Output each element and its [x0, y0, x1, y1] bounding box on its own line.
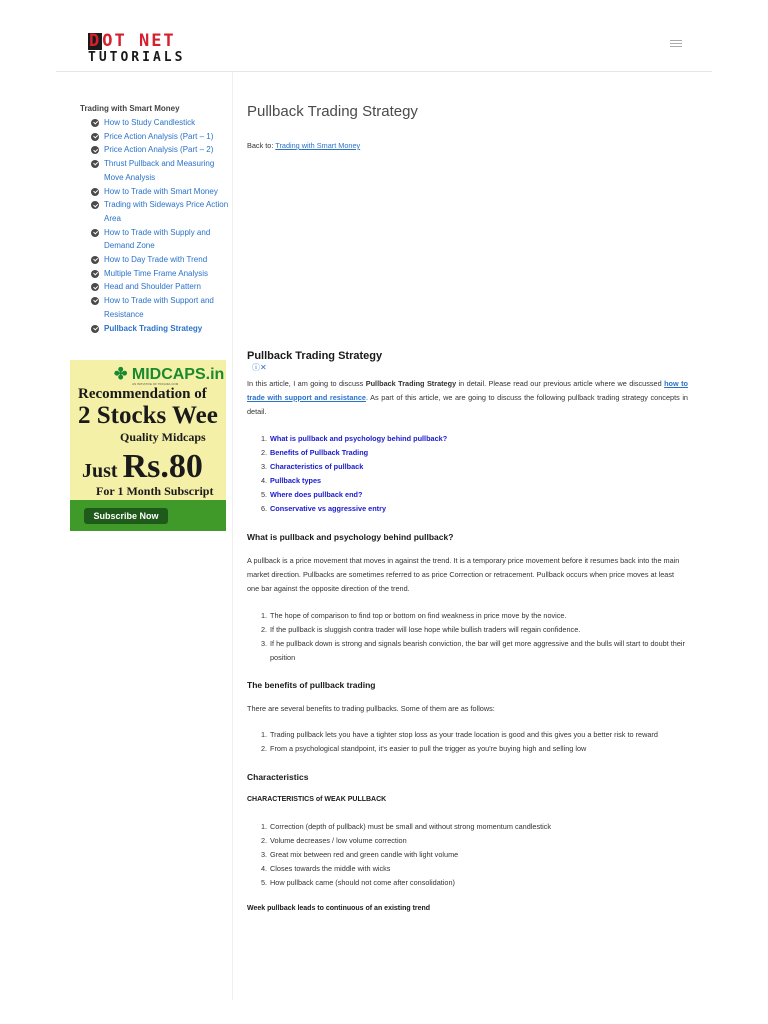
list-item: 4. Closes towards the middle with wicks — [261, 864, 391, 873]
sidebar-title: Trading with Smart Money — [80, 104, 180, 113]
list-item: 3. If he pullback down is strong and signals bearish conviction, the bar will get more aggressive and the bulls will start to doubt their position — [261, 639, 685, 662]
support-resistance-link[interactable]: how to trade with support and resistance — [247, 379, 688, 402]
sidebar-item[interactable]: Multiple Time Frame Analysis — [80, 267, 230, 281]
list-item: 5. How pullback came (should not come after consolidation) — [261, 878, 455, 887]
ad-brand-icon: ✤ — [114, 366, 132, 383]
section-paragraph: There are several benefits to trading pullbacks. Some of them are as follows: — [247, 704, 495, 713]
ad-brand: ✤ MIDCAPS.in — [114, 366, 225, 383]
list-item: 3. Great mix between red and green candle with light volume — [261, 850, 459, 859]
section-list — [247, 728, 688, 756]
check-circle-icon — [91, 119, 99, 127]
sidebar-item[interactable]: Head and Shoulder Pattern — [80, 280, 230, 294]
advertisement-banner[interactable]: ⓘ✕ ✤ MIDCAPS.in AN INITIATIVE OF TIFFAIFA.COM Recommendation of 2 Stocks Wee Quality Midcaps Just Rs.80 For 1 Month Subscript Subscribe Now — [70, 360, 226, 531]
section-paragraph: A pullback is a price movement that moves in against the trend. It is a temporary price movement before it resumes back into the main market direction. Pullbacks are sometimes referred to as price Correction or retracement. Pullback occurs when price moves at least one bar against the opposite direction of the trend. — [247, 556, 680, 593]
toc-item: 3. Characteristics of pullback — [261, 462, 364, 471]
sidebar-item[interactable]: Price Action Analysis (Part – 1) — [80, 130, 230, 144]
article-content — [247, 102, 688, 912]
hamburger-menu-icon[interactable] — [670, 40, 682, 52]
list-item: 2. If the pullback is sluggish contra trader will lose hope while bullish traders will regain confidence. — [261, 625, 581, 634]
article-heading: Pullback Trading Strategy — [247, 350, 383, 362]
site-header — [56, 0, 712, 72]
check-circle-icon — [91, 283, 99, 291]
check-circle-icon — [91, 270, 99, 278]
sidebar-item-active[interactable]: Pullback Trading Strategy — [80, 322, 230, 336]
sidebar-item[interactable]: How to Day Trade with Trend — [80, 253, 230, 267]
check-circle-icon — [91, 297, 99, 305]
sidebar-item[interactable]: Price Action Analysis (Part – 2) — [80, 143, 230, 157]
section-heading: What is pullback and psychology behind pullback? — [247, 532, 454, 542]
toc-item: 2. Benefits of Pullback Trading — [261, 448, 369, 457]
list-item: 1. Correction (depth of pullback) must be small and without strong momentum candlestick — [261, 822, 552, 831]
sidebar-item[interactable]: Thrust Pullback and Measuring Move Analysis — [80, 157, 230, 184]
list-item: 1. The hope of comparison to find top or bottom on find weakness in price move by the novice. — [261, 611, 567, 620]
ad-close-icon[interactable]: ⓘ✕ — [252, 363, 267, 372]
toc-item: 5. Where does pullback end? — [261, 490, 363, 499]
check-circle-icon — [91, 146, 99, 154]
check-circle-icon — [91, 256, 99, 264]
sidebar-item[interactable]: How to Trade with Support and Resistance — [80, 294, 230, 321]
toc-item: 4. Pullback types — [261, 476, 322, 485]
check-circle-icon — [91, 229, 99, 237]
subsection-heading: CHARACTERISTICS of WEAK PULLBACK — [247, 796, 387, 803]
breadcrumb: Back to: Trading with Smart Money — [247, 141, 361, 150]
sidebar-item[interactable]: How to Trade with Smart Money — [80, 185, 230, 199]
check-circle-icon — [91, 201, 99, 209]
check-circle-icon — [91, 160, 99, 168]
intro-paragraph: In this article, I am going to discuss Pullback Trading Strategy in detail. Please read our previous article where we discussed how to trade with support and resistance. As part of this article, we are going to discuss the following pullback trading strategy concepts in detail. — [247, 379, 688, 416]
table-of-contents — [247, 432, 447, 516]
list-item: 2. Volume decreases / low volume correction — [261, 836, 407, 845]
sidebar-list — [80, 116, 230, 335]
check-circle-icon — [91, 188, 99, 196]
list-item: 2. From a psychological standpoint, it's easier to pull the trigger as you're buying high and selling low — [261, 744, 587, 753]
ad-subscribe-button[interactable]: Subscribe Now — [84, 508, 168, 524]
section-list — [247, 609, 688, 665]
list-item: 1. Trading pullback lets you have a tighter stop loss as your trade location is good and this gives you a better risk to reward — [261, 730, 658, 739]
toc-item: 6. Conservative vs aggressive entry — [261, 504, 387, 513]
check-circle-icon — [91, 133, 99, 141]
column-divider — [232, 72, 233, 1000]
sidebar-nav — [80, 104, 230, 335]
sidebar-item[interactable]: How to Trade with Supply and Demand Zone — [80, 226, 230, 253]
back-link[interactable]: Trading with Smart Money — [275, 141, 361, 150]
section-heading: Characteristics — [247, 772, 309, 782]
sidebar-item[interactable]: How to Study Candlestick — [80, 116, 230, 130]
subsection-footer: Week pullback leads to continuous of an existing trend — [247, 905, 431, 912]
section-list — [247, 820, 688, 890]
section-heading: The benefits of pullback trading — [247, 680, 376, 690]
page-title: Pullback Trading Strategy — [247, 103, 418, 120]
site-logo[interactable]: DOT NET TUTORIALS — [88, 31, 186, 65]
toc-item: 1. What is pullback and psychology behind pullback? — [261, 434, 448, 443]
sidebar-item[interactable]: Trading with Sideways Price Action Area — [80, 198, 230, 225]
check-circle-icon — [91, 325, 99, 333]
